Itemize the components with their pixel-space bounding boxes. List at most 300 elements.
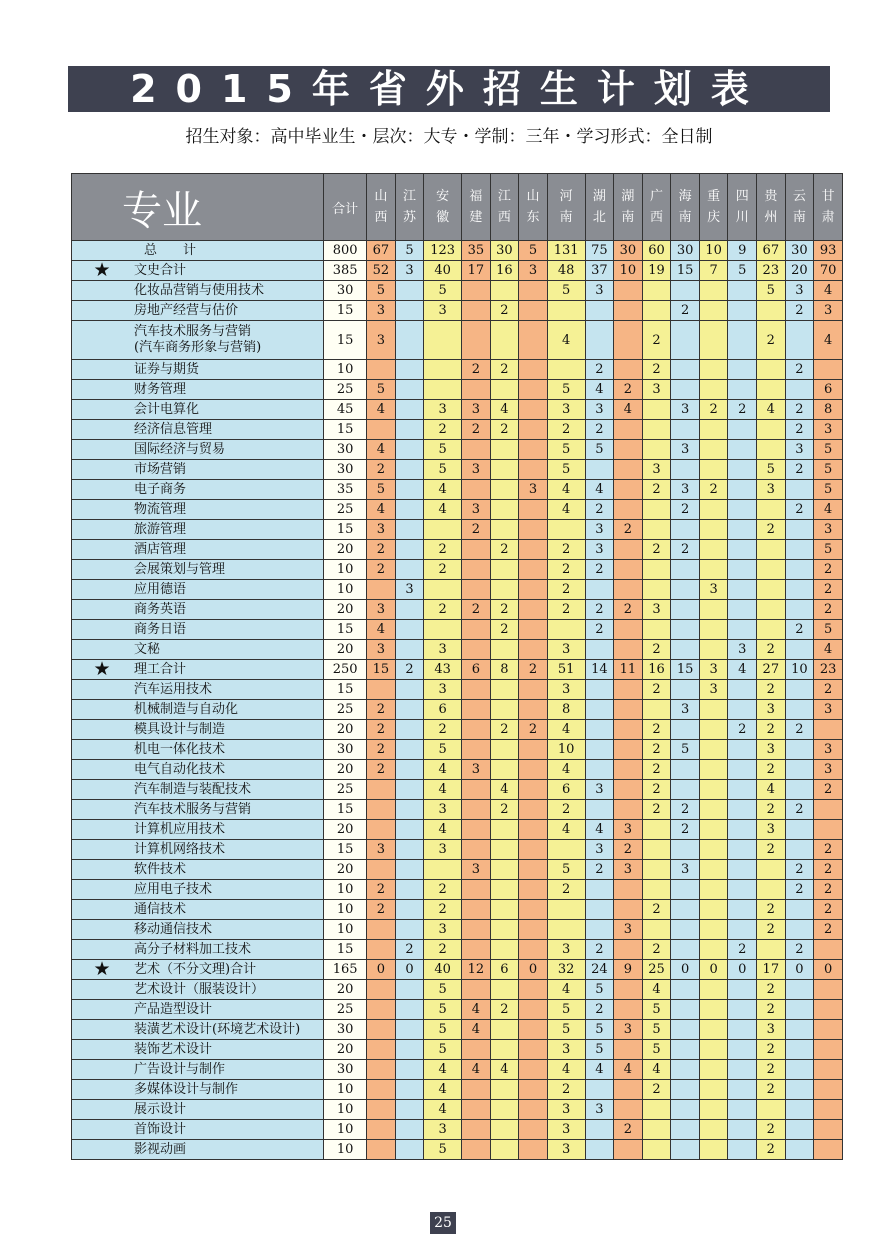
quota-cell: 4 <box>642 1060 671 1080</box>
major-name-cell <box>72 940 324 960</box>
major-name: 会计电算化 <box>134 401 200 417</box>
quota-cell <box>367 820 396 840</box>
quota-cell <box>699 1060 728 1080</box>
total-cell: 250 <box>324 660 367 680</box>
quota-cell: 3 <box>519 480 548 500</box>
quota-cell <box>462 720 491 740</box>
quota-cell <box>699 440 728 460</box>
quota-cell: 3 <box>814 301 843 321</box>
major-name: 物流管理 <box>134 501 187 517</box>
quota-cell: 0 <box>671 960 700 980</box>
province-header-char: 湖 <box>592 189 606 204</box>
major-name: 总 计 <box>144 242 197 258</box>
quota-cell: 2 <box>462 600 491 620</box>
quota-cell: 2 <box>814 840 843 860</box>
quota-cell <box>395 360 424 380</box>
quota-cell <box>395 820 424 840</box>
quota-cell: 6 <box>424 700 462 720</box>
table-row <box>72 360 843 380</box>
quota-cell <box>671 520 700 540</box>
quota-cell <box>785 480 814 500</box>
quota-cell: 4 <box>642 980 671 1000</box>
quota-cell: 3 <box>547 940 585 960</box>
quota-cell <box>728 460 757 480</box>
quota-cell <box>395 1020 424 1040</box>
major-name: 计算机网络技术 <box>134 841 226 857</box>
quota-cell: 2 <box>462 420 491 440</box>
quota-cell <box>814 1020 843 1040</box>
major-name-cell <box>72 520 324 540</box>
quota-cell <box>699 800 728 820</box>
major-name-cell <box>72 720 324 740</box>
quota-cell: 70 <box>814 261 843 281</box>
quota-cell <box>699 560 728 580</box>
total-cell: 15 <box>324 301 367 321</box>
quota-cell <box>614 1000 643 1020</box>
major-name-cell <box>72 1080 324 1100</box>
quota-cell <box>614 360 643 380</box>
quota-cell: 5 <box>547 440 585 460</box>
quota-cell: 2 <box>547 600 585 620</box>
total-cell: 30 <box>324 281 367 301</box>
quota-cell: 123 <box>424 241 462 261</box>
quota-cell <box>395 720 424 740</box>
quota-cell: 3 <box>614 1020 643 1040</box>
province-header-char: 苏 <box>402 210 416 225</box>
quota-cell: 2 <box>785 360 814 380</box>
quota-cell: 3 <box>424 400 462 420</box>
quota-cell <box>519 800 548 820</box>
quota-cell <box>728 420 757 440</box>
major-name: 模具设计与制造 <box>134 721 226 737</box>
table-row <box>72 1080 843 1100</box>
quota-cell: 3 <box>424 640 462 660</box>
quota-cell: 2 <box>757 800 786 820</box>
quota-cell: 2 <box>757 1140 786 1160</box>
quota-cell: 2 <box>671 500 700 520</box>
quota-cell: 5 <box>757 460 786 480</box>
quota-cell: 0 <box>367 960 396 980</box>
quota-cell: 4 <box>757 400 786 420</box>
quota-cell: 2 <box>728 940 757 960</box>
quota-cell <box>814 980 843 1000</box>
major-name-cell <box>72 600 324 620</box>
table-row <box>72 1100 843 1120</box>
quota-cell <box>785 560 814 580</box>
quota-cell <box>585 460 614 480</box>
quota-cell <box>728 840 757 860</box>
quota-cell: 2 <box>785 860 814 880</box>
quota-cell <box>462 301 491 321</box>
quota-cell <box>614 980 643 1000</box>
quota-cell <box>671 780 700 800</box>
quota-cell <box>814 1040 843 1060</box>
quota-cell <box>585 301 614 321</box>
quota-cell <box>367 420 396 440</box>
total-cell: 30 <box>324 440 367 460</box>
quota-cell: 4 <box>424 760 462 780</box>
quota-cell: 15 <box>671 660 700 680</box>
quota-cell <box>424 860 462 880</box>
quota-cell <box>728 580 757 600</box>
quota-cell <box>642 420 671 440</box>
major-name: 市场营销 <box>134 461 187 477</box>
major-name-cell <box>72 460 324 480</box>
quota-cell <box>699 760 728 780</box>
quota-cell <box>490 740 519 760</box>
quota-cell <box>519 460 548 480</box>
quota-cell: 9 <box>614 960 643 980</box>
quota-cell <box>395 880 424 900</box>
quota-cell: 3 <box>699 680 728 700</box>
quota-cell: 4 <box>547 500 585 520</box>
quota-cell: 20 <box>785 261 814 281</box>
quota-cell <box>671 1040 700 1060</box>
quota-cell <box>519 1040 548 1060</box>
quota-cell <box>519 900 548 920</box>
quota-cell <box>395 700 424 720</box>
quota-cell <box>814 1080 843 1100</box>
quota-cell <box>614 500 643 520</box>
quota-cell: 2 <box>814 560 843 580</box>
quota-cell <box>462 620 491 640</box>
quota-cell: 3 <box>757 740 786 760</box>
quota-cell: 2 <box>614 600 643 620</box>
quota-cell: 2 <box>785 940 814 960</box>
quota-cell: 2 <box>642 760 671 780</box>
quota-cell: 2 <box>547 580 585 600</box>
quota-cell <box>395 1120 424 1140</box>
quota-cell <box>490 820 519 840</box>
quota-cell <box>671 460 700 480</box>
province-header-char: 东 <box>526 210 540 225</box>
quota-cell <box>671 680 700 700</box>
quota-cell: 3 <box>728 640 757 660</box>
table-row <box>72 680 843 700</box>
quota-cell <box>671 900 700 920</box>
quota-cell <box>395 620 424 640</box>
quota-cell: 4 <box>462 1000 491 1020</box>
quota-cell: 2 <box>814 780 843 800</box>
major-name-cell <box>72 960 324 980</box>
quota-cell: 4 <box>757 780 786 800</box>
quota-cell: 2 <box>614 840 643 860</box>
table-row <box>72 880 843 900</box>
quota-cell: 2 <box>642 1080 671 1100</box>
quota-cell <box>490 1140 519 1160</box>
province-header <box>395 174 424 241</box>
quota-cell <box>490 920 519 940</box>
quota-cell: 5 <box>547 380 585 400</box>
quota-cell: 5 <box>424 1000 462 1020</box>
quota-cell: 3 <box>814 520 843 540</box>
quota-cell: 3 <box>424 680 462 700</box>
quota-cell: 3 <box>547 1100 585 1120</box>
quota-cell <box>490 860 519 880</box>
major-name: 汽车技术服务与营销 (汽车商务形象与营销) <box>134 324 262 355</box>
province-header-char: 山 <box>526 189 540 204</box>
quota-cell <box>462 1140 491 1160</box>
table-row <box>72 1040 843 1060</box>
major-name-cell <box>72 920 324 940</box>
quota-cell <box>728 760 757 780</box>
quota-cell <box>671 1140 700 1160</box>
quota-cell <box>785 580 814 600</box>
major-name: 影视动画 <box>134 1141 187 1157</box>
quota-cell <box>462 1040 491 1060</box>
table-row <box>72 241 843 261</box>
major-name: 房地产经营与估价 <box>134 302 239 318</box>
quota-cell <box>728 860 757 880</box>
quota-cell <box>614 1040 643 1060</box>
quota-cell <box>757 440 786 460</box>
quota-cell <box>547 620 585 640</box>
province-header <box>490 174 519 241</box>
quota-cell <box>728 680 757 700</box>
quota-cell <box>614 780 643 800</box>
province-header <box>814 174 843 241</box>
quota-cell: 4 <box>814 281 843 301</box>
table-row <box>72 720 843 740</box>
quota-cell <box>699 1020 728 1040</box>
quota-cell <box>757 580 786 600</box>
major-name-cell <box>72 760 324 780</box>
quota-cell: 5 <box>424 440 462 460</box>
quota-cell: 3 <box>462 860 491 880</box>
quota-cell: 9 <box>728 241 757 261</box>
quota-cell: 2 <box>757 640 786 660</box>
quota-cell <box>671 940 700 960</box>
quota-cell <box>490 880 519 900</box>
quota-cell: 2 <box>785 800 814 820</box>
province-header-char: 川 <box>735 210 749 225</box>
quota-cell <box>585 1080 614 1100</box>
quota-cell <box>642 400 671 420</box>
quota-cell: 3 <box>585 400 614 420</box>
quota-cell <box>814 820 843 840</box>
quota-cell: 2 <box>757 980 786 1000</box>
page-number: 25 <box>430 1212 456 1234</box>
quota-cell <box>585 760 614 780</box>
quota-cell <box>671 840 700 860</box>
quota-cell: 5 <box>642 1040 671 1060</box>
quota-cell <box>519 520 548 540</box>
quota-cell <box>728 281 757 301</box>
quota-cell <box>671 760 700 780</box>
major-name-cell <box>72 261 324 281</box>
quota-cell <box>671 321 700 360</box>
quota-cell <box>671 1120 700 1140</box>
quota-cell: 3 <box>547 1040 585 1060</box>
quota-cell <box>367 360 396 380</box>
quota-cell <box>585 580 614 600</box>
quota-cell <box>671 620 700 640</box>
quota-cell: 0 <box>728 960 757 980</box>
quota-cell <box>614 540 643 560</box>
table-row <box>72 440 843 460</box>
table-row <box>72 900 843 920</box>
quota-cell: 5 <box>814 620 843 640</box>
quota-cell <box>642 620 671 640</box>
major-name-cell <box>72 560 324 580</box>
quota-cell: 10 <box>614 261 643 281</box>
quota-cell: 4 <box>585 480 614 500</box>
quota-cell <box>519 600 548 620</box>
quota-cell <box>728 1020 757 1040</box>
quota-cell: 2 <box>642 360 671 380</box>
quota-cell: 5 <box>671 740 700 760</box>
quota-cell: 24 <box>585 960 614 980</box>
quota-cell <box>519 1100 548 1120</box>
table-row <box>72 520 843 540</box>
province-header-char: 州 <box>764 210 778 225</box>
quota-cell <box>699 840 728 860</box>
quota-cell <box>728 1000 757 1020</box>
table-row <box>72 281 843 301</box>
quota-cell: 2 <box>547 880 585 900</box>
quota-cell <box>757 500 786 520</box>
quota-cell <box>699 700 728 720</box>
quota-cell <box>424 520 462 540</box>
quota-cell <box>395 380 424 400</box>
quota-cell <box>614 560 643 580</box>
quota-cell <box>395 1040 424 1060</box>
province-header <box>785 174 814 241</box>
table-row <box>72 1120 843 1140</box>
quota-cell: 67 <box>367 241 396 261</box>
quota-cell: 4 <box>424 1100 462 1120</box>
major-name-cell <box>72 740 324 760</box>
quota-cell: 3 <box>642 600 671 620</box>
quota-cell <box>490 980 519 1000</box>
province-header-char: 广 <box>650 189 664 204</box>
quota-cell: 5 <box>424 1040 462 1060</box>
major-name: 电气自动化技术 <box>134 761 226 777</box>
quota-cell <box>642 840 671 860</box>
major-name: 财务管理 <box>134 381 187 397</box>
quota-cell: 15 <box>367 660 396 680</box>
quota-cell: 4 <box>367 400 396 420</box>
quota-cell <box>585 321 614 360</box>
quota-cell: 5 <box>814 480 843 500</box>
quota-cell <box>519 360 548 380</box>
quota-cell: 16 <box>642 660 671 680</box>
quota-cell: 6 <box>490 960 519 980</box>
quota-cell: 3 <box>585 540 614 560</box>
quota-cell <box>462 560 491 580</box>
quota-cell <box>547 900 585 920</box>
quota-cell: 4 <box>547 720 585 740</box>
total-cell: 30 <box>324 460 367 480</box>
quota-cell <box>671 380 700 400</box>
province-header-char: 西 <box>374 210 388 225</box>
total-cell: 15 <box>324 420 367 440</box>
table-row <box>72 301 843 321</box>
quota-cell: 3 <box>547 1140 585 1160</box>
quota-cell: 2 <box>367 700 396 720</box>
table-row <box>72 740 843 760</box>
quota-cell <box>757 420 786 440</box>
quota-cell <box>614 880 643 900</box>
quota-cell <box>519 740 548 760</box>
quota-cell: 4 <box>490 1060 519 1080</box>
table-row <box>72 920 843 940</box>
quota-cell: 5 <box>424 460 462 480</box>
quota-cell: 93 <box>814 241 843 261</box>
quota-cell <box>757 540 786 560</box>
star-icon: ★ <box>93 260 111 281</box>
total-cell: 10 <box>324 580 367 600</box>
quota-cell <box>728 800 757 820</box>
province-header <box>642 174 671 241</box>
quota-cell: 4 <box>490 400 519 420</box>
quota-cell: 2 <box>424 720 462 740</box>
quota-cell <box>614 720 643 740</box>
table-row <box>72 1140 843 1160</box>
quota-cell: 2 <box>642 740 671 760</box>
quota-cell: 2 <box>757 900 786 920</box>
quota-cell: 30 <box>490 241 519 261</box>
quota-cell: 5 <box>424 1140 462 1160</box>
quota-cell <box>614 321 643 360</box>
quota-cell <box>614 460 643 480</box>
total-cell: 15 <box>324 940 367 960</box>
quota-cell: 2 <box>814 900 843 920</box>
table-row <box>72 800 843 820</box>
quota-cell: 4 <box>547 321 585 360</box>
quota-cell <box>519 1120 548 1140</box>
quota-cell: 0 <box>814 960 843 980</box>
quota-cell: 4 <box>585 380 614 400</box>
quota-cell <box>699 820 728 840</box>
province-header-char: 云 <box>792 189 806 204</box>
quota-cell <box>728 920 757 940</box>
quota-cell <box>671 281 700 301</box>
quota-cell: 2 <box>757 760 786 780</box>
quota-cell <box>519 420 548 440</box>
quota-cell: 2 <box>367 880 396 900</box>
quota-cell <box>424 580 462 600</box>
quota-cell: 2 <box>367 560 396 580</box>
quota-cell <box>585 800 614 820</box>
major-name-cell <box>72 1060 324 1080</box>
quota-cell <box>728 1080 757 1100</box>
quota-cell <box>699 780 728 800</box>
quota-cell: 2 <box>785 301 814 321</box>
total-column-header: 合计 <box>324 174 367 241</box>
quota-cell <box>519 400 548 420</box>
quota-cell: 3 <box>367 640 396 660</box>
quota-cell: 5 <box>424 740 462 760</box>
quota-cell: 3 <box>547 640 585 660</box>
quota-cell <box>585 900 614 920</box>
quota-cell <box>642 1100 671 1120</box>
quota-cell: 3 <box>814 700 843 720</box>
quota-cell <box>519 380 548 400</box>
total-cell: 20 <box>324 980 367 1000</box>
quota-cell: 3 <box>424 301 462 321</box>
quota-cell: 48 <box>547 261 585 281</box>
quota-cell <box>728 780 757 800</box>
quota-cell: 3 <box>642 460 671 480</box>
quota-cell: 5 <box>814 540 843 560</box>
quota-cell <box>462 480 491 500</box>
quota-cell <box>785 680 814 700</box>
quota-cell <box>519 860 548 880</box>
major-name-cell <box>72 1140 324 1160</box>
quota-cell <box>462 680 491 700</box>
quota-cell <box>519 321 548 360</box>
